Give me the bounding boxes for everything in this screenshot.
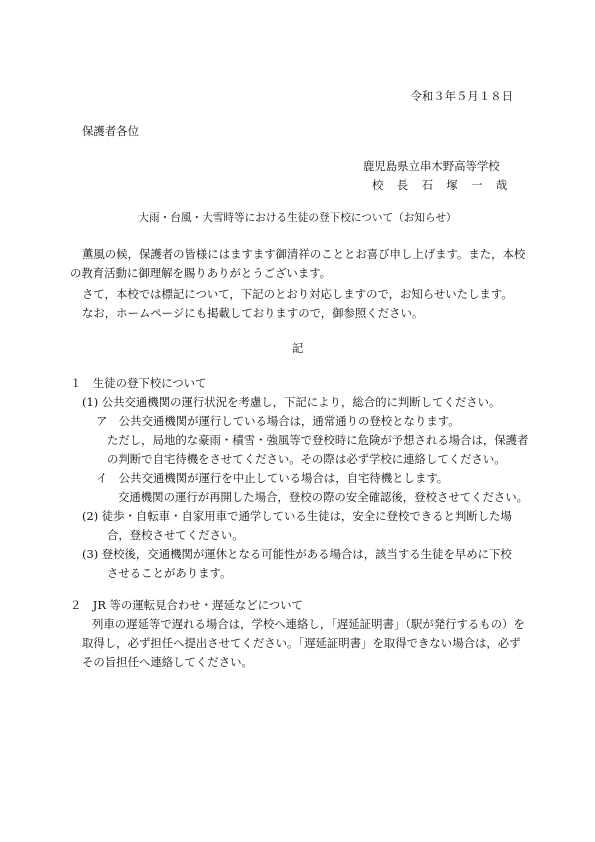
section-1-item: ア 公共交通機関が運行している場合は，通常通りの登校となります。 xyxy=(96,414,460,428)
document-date: 令和３年５月１８日 xyxy=(410,89,513,103)
section-1-item: の判断で自宅待機をさせてください。その際は必ず学校に連絡してください。 xyxy=(107,452,506,466)
section-1-item: (1) 公共交通機関の運行状況を考慮し，下記により，総合的に判断してください。 xyxy=(82,395,501,409)
section-1-item: 合，登校させてください。 xyxy=(107,528,244,542)
section-2-heading: ２ JR 等の運転見合わせ・遅延などについて xyxy=(70,598,303,612)
addressee: 保護者各位 xyxy=(82,124,139,138)
sender-school: 鹿児島県立串木野高等学校 xyxy=(363,159,500,173)
section-1-item: (3) 登校後，交通機関が運休となる可能性がある場合は，該当する生徒を早めに下校 xyxy=(82,547,512,561)
section-2-line: 取得し，必ず担任へ提出させてください。「遅延証明書」を取得できない場合は，必ず xyxy=(82,636,521,650)
document-title: 大雨・台風・大雪時等における生徒の登下校について（お知らせ） xyxy=(138,211,457,224)
intro-line: の教育活動に御理解を賜りありがとうございます。 xyxy=(70,266,332,280)
sender-principal: 校 長 石 塚 一 哉 xyxy=(372,178,509,192)
intro-line: さて，本校では標記について，下記のとおり対応しますので，お知らせいたします。 xyxy=(82,287,513,301)
section-1-item: 交通機関の運行が再開した場合，登校の際の安全確認後，登校させてください。 xyxy=(118,490,529,504)
intro-line: なお，ホームページにも掲載しておりますので，御参照ください。 xyxy=(82,306,424,320)
section-2-line: 列車の遅延等で遅れる場合は，学校へ連絡し，「遅延証明書」（駅が発行するもの）を xyxy=(92,617,525,631)
section-2-line: その旨担任へ連絡してください。 xyxy=(82,655,253,669)
section-1-item: ただし，局地的な豪雨・積雪・強風等で登校時に危険が予想される場合は，保護者 xyxy=(107,433,529,447)
intro-line: 薫風の候，保護者の皆様にはますます御清祥のこととお喜び申し上げます。また，本校 xyxy=(82,247,526,261)
section-1-item: させることがあります。 xyxy=(107,566,232,580)
section-1-item: イ 公共交通機関が運行を中止している場合は，自宅待機とします。 xyxy=(96,471,449,485)
section-1-heading: １ 生徒の登下校について xyxy=(70,376,207,390)
ki-heading: 記 xyxy=(292,341,304,355)
section-1-item: (2) 徒歩・自転車・自家用車で通学している生徒は，安全に登校できると判断した場 xyxy=(82,509,512,523)
